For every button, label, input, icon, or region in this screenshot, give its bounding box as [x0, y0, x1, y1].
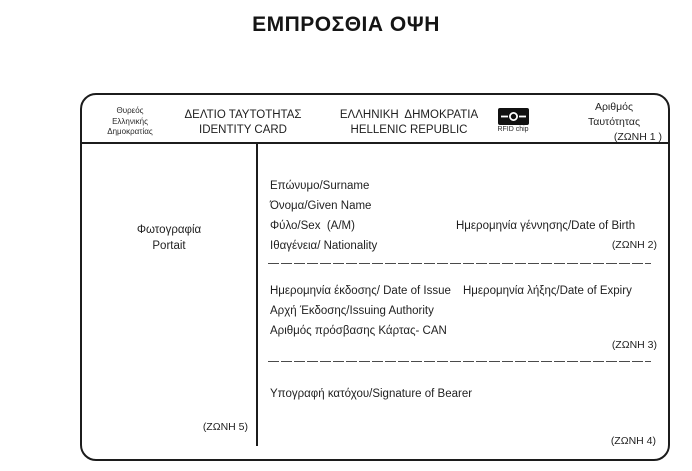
id-card-front-diagram — [80, 93, 670, 461]
republic-english: HELLENIC REPUBLIC — [350, 123, 468, 136]
field-date-of-issue: Ημερομηνία έκδοσης/ Date of Issue — [270, 285, 451, 297]
zone2-label: (ΖΩΝΗ 2) — [611, 239, 657, 251]
zone3-fields — [270, 281, 451, 341]
zone5-label: (ΖΩΝΗ 5) — [202, 421, 248, 433]
zone2-zone3-divider — [268, 263, 651, 264]
field-date-of-expiry: Ημερομηνία λήξης/Date of Expiry — [463, 285, 632, 297]
zone3-zone4-divider — [268, 361, 651, 362]
rfid-chip-label: RFID chip — [497, 126, 529, 133]
coat-of-arms-label: Θυρεός Ελληνικής Δημοκρατίας — [107, 106, 153, 136]
id-number-zone — [564, 100, 664, 145]
photo-zone — [82, 144, 258, 446]
zone2-fields — [270, 176, 377, 256]
field-nationality: Ιθαγένεια/ Nationality — [270, 240, 378, 252]
photo-label: Φωτογραφία Portait — [136, 224, 202, 252]
rfid-chip-icon — [498, 108, 529, 125]
id-number-label: Αριθμός Ταυτότητας — [587, 101, 641, 128]
data-zones — [258, 146, 668, 459]
card-header — [82, 95, 668, 144]
field-card-access-number: Αριθμός πρόσβασης Κάρτας- CAN — [270, 325, 447, 337]
field-sex: Φύλο/Sex (Α/Μ) — [270, 220, 355, 232]
card-title-block — [162, 108, 324, 137]
zone4-label: (ΖΩΝΗ 4) — [610, 435, 656, 447]
page-title: ΕΜΠΡΟΣΘΙΑ ΟΨΗ — [252, 13, 440, 36]
zone3-label: (ΖΩΝΗ 3) — [611, 339, 657, 351]
field-date-of-birth: Ημερομηνία γέννησης/Date of Birth — [456, 220, 636, 232]
field-surname: Επώνυμο/Surname — [270, 180, 370, 192]
field-issuing-authority: Αρχή Έκδοσης/Issuing Authority — [270, 305, 434, 317]
rfid-chip-block — [488, 108, 538, 133]
zone1-label: (ΖΩΝΗ 1 ) — [613, 131, 662, 143]
field-given-name: Όνομα/Given Name — [270, 200, 372, 212]
card-title-english: IDENTITY CARD — [199, 123, 287, 136]
field-signature: Υπογραφή κατόχου/Signature of Bearer — [270, 388, 473, 400]
card-title-greek: ΔΕΛΤΙΟ ΤΑΥΤΟΤΗΤΑΣ — [184, 109, 302, 121]
republic-greek: ΕΛΛΗΝΙΚΗ ΔΗΜΟΚΡΑΤΙΑ — [339, 109, 479, 121]
republic-block — [328, 108, 490, 137]
